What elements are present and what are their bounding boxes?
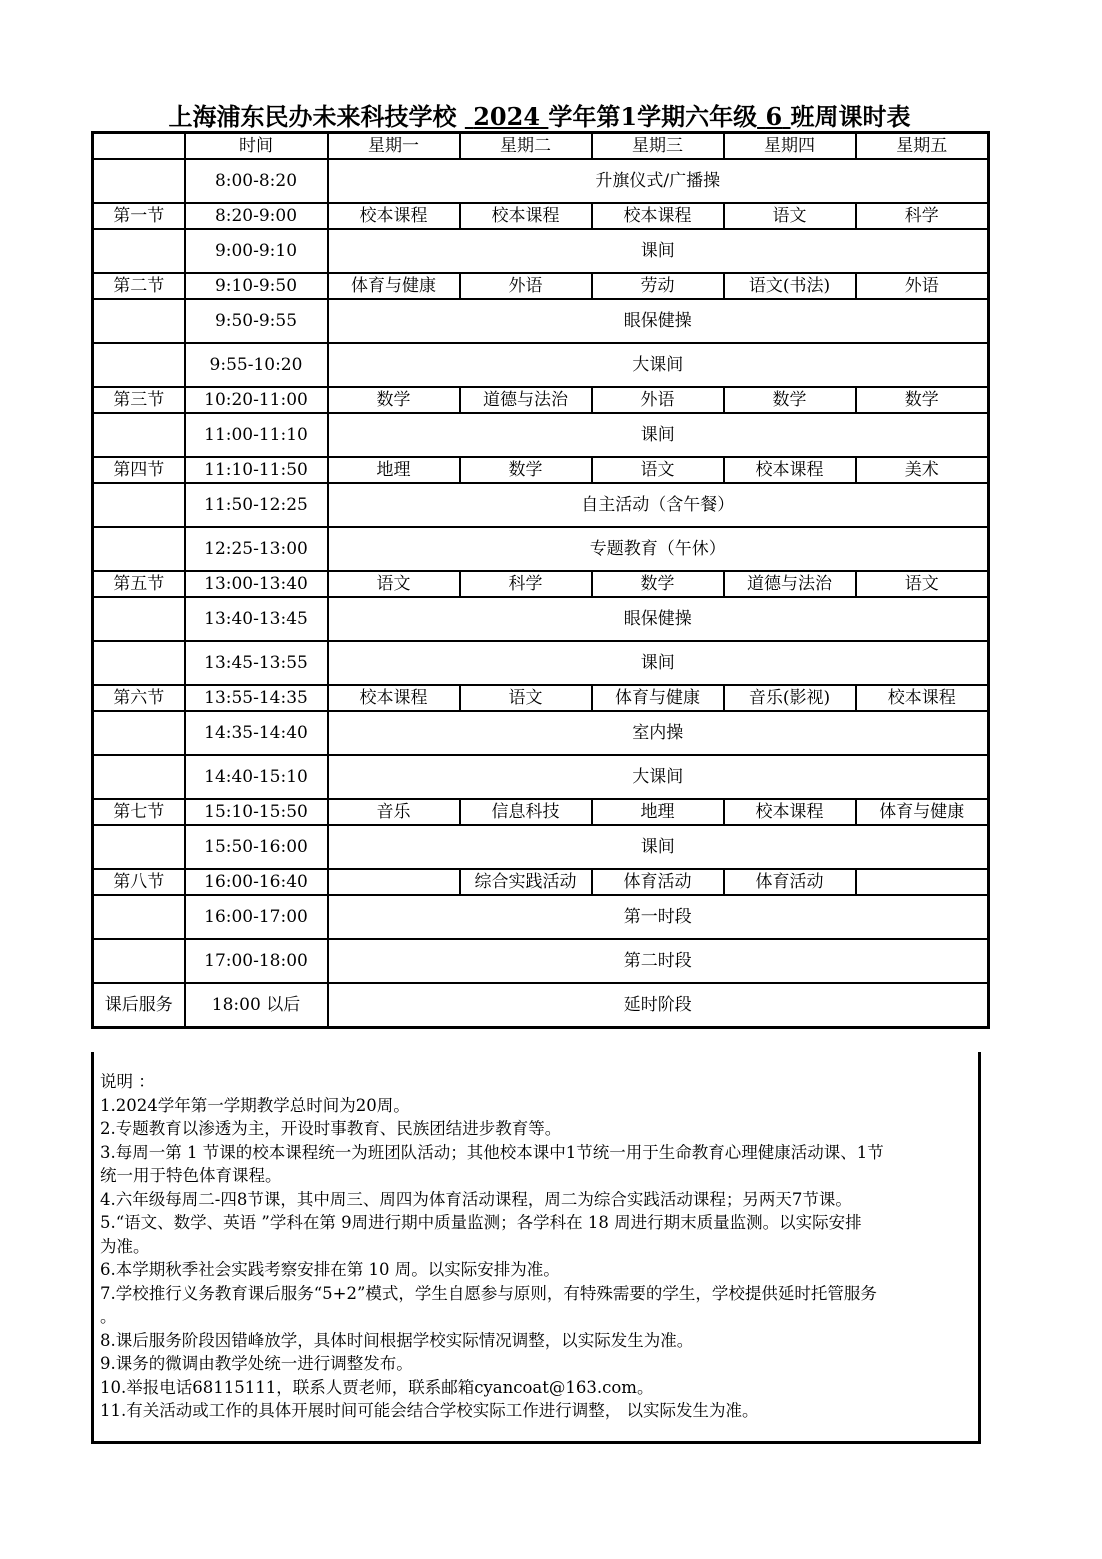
activity-row bbox=[93, 641, 989, 685]
header-cell bbox=[93, 133, 185, 160]
lesson-row bbox=[93, 273, 989, 299]
subject-cell: 语文 bbox=[724, 203, 856, 229]
period-label bbox=[93, 597, 185, 641]
note-line: 5.“语文、数学、英语 ”学科在第 9周进行期中质量监测；各学科在 18 周进行期末质量监测。以实际安排 bbox=[100, 1213, 862, 1232]
subject-cell: 科学 bbox=[460, 571, 592, 597]
time-cell: 10:20-11:00 bbox=[185, 387, 328, 413]
activity-cell: 室内操 bbox=[328, 711, 989, 755]
time-cell: 17:00-18:00 bbox=[185, 939, 328, 983]
period-label bbox=[93, 825, 185, 869]
activity-row bbox=[93, 825, 989, 869]
lesson-row bbox=[93, 799, 989, 825]
subject-cell: 数学 bbox=[460, 457, 592, 483]
time-cell: 13:45-13:55 bbox=[185, 641, 328, 685]
period-label: 第一节 bbox=[93, 203, 185, 229]
note-line: 2.专题教育以渗透为主，开设时事教育、民族团结进步教育等。 bbox=[100, 1119, 562, 1138]
time-cell: 14:40-15:10 bbox=[185, 755, 328, 799]
subject-cell: 道德与法治 bbox=[460, 387, 592, 413]
activity-row bbox=[93, 939, 989, 983]
subject-cell: 道德与法治 bbox=[724, 571, 856, 597]
title-class: 6 bbox=[765, 102, 783, 131]
time-cell: 8:20-9:00 bbox=[185, 203, 328, 229]
subject-cell: 校本课程 bbox=[460, 203, 592, 229]
period-label bbox=[93, 755, 185, 799]
subject-cell bbox=[856, 869, 989, 895]
subject-cell: 数学 bbox=[592, 571, 724, 597]
header-cell: 星期四 bbox=[724, 133, 856, 160]
lesson-row bbox=[93, 571, 989, 597]
activity-cell: 自主活动（含午餐） bbox=[328, 483, 989, 527]
period-label: 第八节 bbox=[93, 869, 185, 895]
activity-cell: 课间 bbox=[328, 229, 989, 273]
page-title bbox=[92, 102, 987, 132]
subject-cell: 数学 bbox=[328, 387, 460, 413]
activity-row bbox=[93, 983, 989, 1028]
subject-cell bbox=[328, 869, 460, 895]
activity-row bbox=[93, 483, 989, 527]
note-line: 。 bbox=[100, 1307, 117, 1326]
activity-row bbox=[93, 229, 989, 273]
activity-cell: 大课间 bbox=[328, 755, 989, 799]
lesson-row bbox=[93, 869, 989, 895]
subject-cell: 外语 bbox=[460, 273, 592, 299]
time-cell: 11:10-11:50 bbox=[185, 457, 328, 483]
subject-cell: 体育活动 bbox=[592, 869, 724, 895]
period-label: 课后服务 bbox=[93, 983, 185, 1028]
period-label: 第五节 bbox=[93, 571, 185, 597]
subject-cell: 语文 bbox=[856, 571, 989, 597]
period-label: 第四节 bbox=[93, 457, 185, 483]
subject-cell: 校本课程 bbox=[592, 203, 724, 229]
period-label bbox=[93, 641, 185, 685]
note-line: 为准。 bbox=[100, 1236, 150, 1256]
time-cell: 15:10-15:50 bbox=[185, 799, 328, 825]
time-cell: 9:00-9:10 bbox=[185, 229, 328, 273]
time-cell: 13:40-13:45 bbox=[185, 597, 328, 641]
subject-cell: 综合实践活动 bbox=[460, 869, 592, 895]
activity-cell: 延时阶段 bbox=[328, 983, 989, 1028]
activity-row bbox=[93, 895, 989, 939]
period-label bbox=[93, 939, 185, 983]
time-cell: 13:00-13:40 bbox=[185, 571, 328, 597]
activity-cell: 课间 bbox=[328, 825, 989, 869]
subject-cell: 校本课程 bbox=[328, 203, 460, 229]
time-cell: 9:50-9:55 bbox=[185, 299, 328, 343]
subject-cell: 语文(书法) bbox=[724, 273, 856, 299]
subject-cell: 外语 bbox=[856, 273, 989, 299]
header-cell: 星期一 bbox=[328, 133, 460, 160]
period-label: 第七节 bbox=[93, 799, 185, 825]
subject-cell: 语文 bbox=[328, 571, 460, 597]
timetable bbox=[91, 131, 990, 1029]
subject-cell: 体育与健康 bbox=[592, 685, 724, 711]
header-cell: 星期三 bbox=[592, 133, 724, 160]
subject-cell: 外语 bbox=[592, 387, 724, 413]
period-label: 第三节 bbox=[93, 387, 185, 413]
header-row bbox=[93, 133, 989, 160]
activity-cell: 眼保健操 bbox=[328, 597, 989, 641]
subject-cell: 语文 bbox=[460, 685, 592, 711]
time-cell: 9:55-10:20 bbox=[185, 343, 328, 387]
time-cell: 16:00-17:00 bbox=[185, 895, 328, 939]
time-cell: 13:55-14:35 bbox=[185, 685, 328, 711]
time-cell: 9:10-9:50 bbox=[185, 273, 328, 299]
header-cell: 时间 bbox=[185, 133, 328, 160]
subject-cell: 科学 bbox=[856, 203, 989, 229]
subject-cell: 音乐(影视) bbox=[724, 685, 856, 711]
time-cell: 16:00-16:40 bbox=[185, 869, 328, 895]
activity-row bbox=[93, 755, 989, 799]
subject-cell: 音乐 bbox=[328, 799, 460, 825]
period-label: 第二节 bbox=[93, 273, 185, 299]
activity-row bbox=[93, 159, 989, 203]
lesson-row bbox=[93, 457, 989, 483]
subject-cell: 语文 bbox=[592, 457, 724, 483]
subject-cell: 体育与健康 bbox=[856, 799, 989, 825]
activity-row bbox=[93, 299, 989, 343]
period-label bbox=[93, 895, 185, 939]
header-cell: 星期二 bbox=[460, 133, 592, 160]
period-label bbox=[93, 343, 185, 387]
subject-cell: 数学 bbox=[856, 387, 989, 413]
note-line: 说明 ： bbox=[100, 1072, 155, 1091]
period-label bbox=[93, 711, 185, 755]
title-tail: 班周课时表 bbox=[790, 102, 911, 131]
activity-cell: 课间 bbox=[328, 413, 989, 457]
activity-row bbox=[93, 413, 989, 457]
lesson-row bbox=[93, 387, 989, 413]
activity-row bbox=[93, 597, 989, 641]
activity-row bbox=[93, 711, 989, 755]
subject-cell: 美术 bbox=[856, 457, 989, 483]
subject-cell: 校本课程 bbox=[328, 685, 460, 711]
note-line: 4.六年级每周二-四8节课，其中周三、周四为体育活动课程，周二为综合实践活动课程；另两天7节课。 bbox=[100, 1189, 852, 1209]
subject-cell: 体育与健康 bbox=[328, 273, 460, 299]
period-label bbox=[93, 483, 185, 527]
time-cell: 11:00-11:10 bbox=[185, 413, 328, 457]
activity-cell: 第二时段 bbox=[328, 939, 989, 983]
time-cell: 8:00-8:20 bbox=[185, 159, 328, 203]
title-mid: 学年第1学期六年级 bbox=[548, 102, 758, 131]
period-label bbox=[93, 299, 185, 343]
period-label bbox=[93, 229, 185, 273]
time-cell: 18:00 以后 bbox=[185, 983, 328, 1028]
subject-cell: 劳动 bbox=[592, 273, 724, 299]
subject-cell: 地理 bbox=[328, 457, 460, 483]
note-line: 9.课务的微调由教学处统一进行调整发布。 bbox=[100, 1354, 413, 1373]
activity-cell: 专题教育（午休） bbox=[328, 527, 989, 571]
time-cell: 12:25-13:00 bbox=[185, 527, 328, 571]
time-cell: 15:50-16:00 bbox=[185, 825, 328, 869]
activity-cell: 大课间 bbox=[328, 343, 989, 387]
note-line: 1.2024学年第一学期教学总时间为20周。 bbox=[100, 1095, 410, 1115]
subject-cell: 信息科技 bbox=[460, 799, 592, 825]
note-line: 6.本学期秋季社会实践考察安排在第 10 周。以实际安排为准。 bbox=[100, 1260, 560, 1279]
activity-cell: 升旗仪式/广播操 bbox=[328, 159, 989, 203]
subject-cell: 校本课程 bbox=[724, 457, 856, 483]
activity-cell: 眼保健操 bbox=[328, 299, 989, 343]
note-line: 统一用于特色体育课程。 bbox=[100, 1166, 282, 1185]
period-label bbox=[93, 527, 185, 571]
note-line: 8.课后服务阶段因错峰放学，具体时间根据学校实际情况调整，以实际发生为准。 bbox=[100, 1330, 694, 1350]
note-line: 10.举报电话68115111，联系人贾老师，联系邮箱cyancoat@163.com。 bbox=[100, 1377, 654, 1397]
note-line: 3.每周一第 1 节课的校本课程统一为班团队活动；其他校本课中1节统一用于生命教育心理健康活动课、1节 bbox=[100, 1142, 884, 1162]
subject-cell: 数学 bbox=[724, 387, 856, 413]
activity-row bbox=[93, 343, 989, 387]
title-school: 上海浦东民办未来科技学校 bbox=[168, 102, 457, 131]
subject-cell: 校本课程 bbox=[724, 799, 856, 825]
title-year: 2024 bbox=[473, 102, 541, 131]
subject-cell: 校本课程 bbox=[856, 685, 989, 711]
lesson-row bbox=[93, 685, 989, 711]
subject-cell: 体育活动 bbox=[724, 869, 856, 895]
time-cell: 11:50-12:25 bbox=[185, 483, 328, 527]
activity-row bbox=[93, 527, 989, 571]
note-line: 7.学校推行义务教育课后服务“5+2”模式，学生自愿参与原则，有特殊需要的学生，学校提供延时托管服务 bbox=[100, 1283, 877, 1303]
lesson-row bbox=[93, 203, 989, 229]
header-cell: 星期五 bbox=[856, 133, 989, 160]
activity-cell: 第一时段 bbox=[328, 895, 989, 939]
note-line: 11.有关活动或工作的具体开展时间可能会结合学校实际工作进行调整， 以实际发生为准。 bbox=[100, 1401, 759, 1420]
period-label bbox=[93, 413, 185, 457]
activity-cell: 课间 bbox=[328, 641, 989, 685]
subject-cell: 地理 bbox=[592, 799, 724, 825]
period-label: 第六节 bbox=[93, 685, 185, 711]
time-cell: 14:35-14:40 bbox=[185, 711, 328, 755]
notes-section bbox=[91, 1052, 981, 1444]
period-label bbox=[93, 159, 185, 203]
